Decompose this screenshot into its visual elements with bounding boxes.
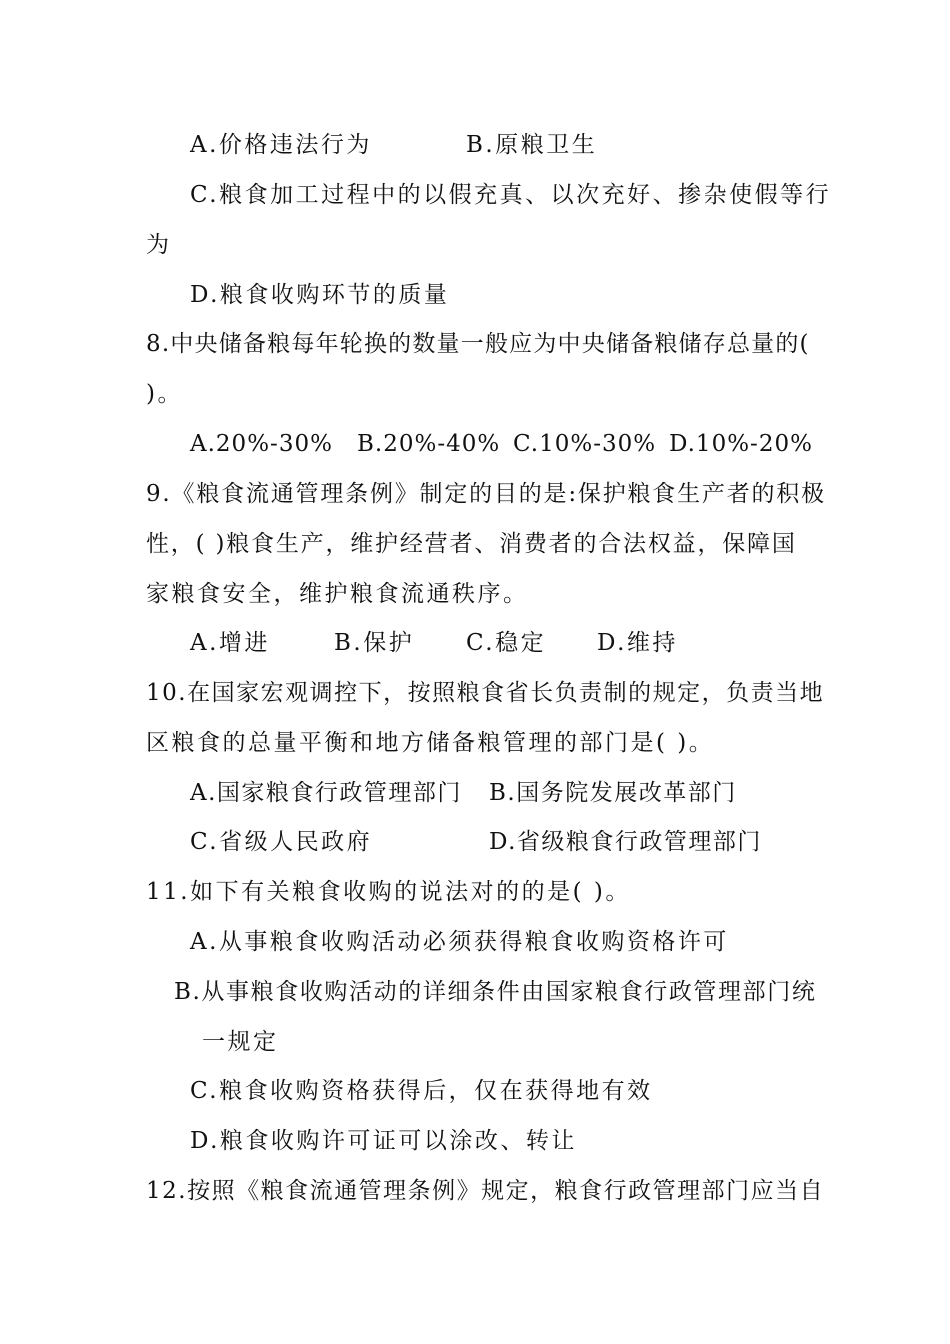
q11-option-b-line2: 一规定 [202,1029,279,1055]
q10-option-c: C.省级人民政府 [190,829,373,855]
q8-option-b: B.20%-40% [357,431,501,457]
q7-option-a: A.价格违法行为 [190,132,372,158]
q10-stem-line2: 区粮食的总量平衡和地方储备粮管理的部门是( )。 [146,730,715,756]
q9-option-b: B.保护 [334,630,415,656]
q10-option-b: B.国务院发展改革部门 [489,780,737,806]
q11-option-d: D.粮食收购许可证可以涂改、转让 [190,1128,577,1154]
q8-stem-line1: 8.中央储备粮每年轮换的数量一般应为中央储备粮储存总量的( [146,331,810,357]
q8-option-a: A.20%-30% [190,431,333,457]
q9-option-a: A.增进 [190,630,270,656]
q9-stem-line1: 9.《粮食流通管理条例》制定的目的是:保护粮食生产者的积极 [146,481,826,507]
q11-stem: 11.如下有关粮食收购的说法对的的是( )。 [146,879,631,905]
q10-option-a: A.国家粮食行政管理部门 [190,780,462,806]
q7-option-c-line1: C.粮食加工过程中的以假充真、以次充好、掺杂使假等行 [190,182,832,208]
q8-stem-line2: )。 [146,381,183,407]
q11-option-a: A.从事粮食收购活动必须获得粮食收购资格许可 [190,929,729,955]
q9-option-d: D.维持 [597,630,678,656]
q11-option-b-line1: B.从事粮食收购活动的详细条件由国家粮食行政管理部门统 [174,979,817,1005]
q10-stem-line1: 10.在国家宏观调控下，按照粮食省长负责制的规定，负责当地 [146,680,825,706]
q7-option-b: B.原粮卫生 [466,132,598,158]
q7-option-d: D.粮食收购环节的质量 [190,282,450,308]
q11-option-c: C.粮食收购资格获得后，仅在获得地有效 [190,1078,653,1104]
q9-option-c: C.稳定 [466,630,547,656]
q10-option-d: D.省级粮食行政管理部门 [489,829,762,855]
q8-option-d: D.10%-20% [669,431,813,457]
q9-stem-line2: 性，( )粮食生产，维护经营者、消费者的合法权益，保障国 [146,531,797,557]
q7-option-c-line2: 为 [146,232,172,258]
q8-option-c: C.10%-30% [513,431,657,457]
q9-stem-line3: 家粮食安全，维护粮食流通秩序。 [146,581,529,607]
q12-stem-line1: 12.按照《粮食流通管理条例》规定，粮食行政管理部门应当自 [146,1178,825,1204]
